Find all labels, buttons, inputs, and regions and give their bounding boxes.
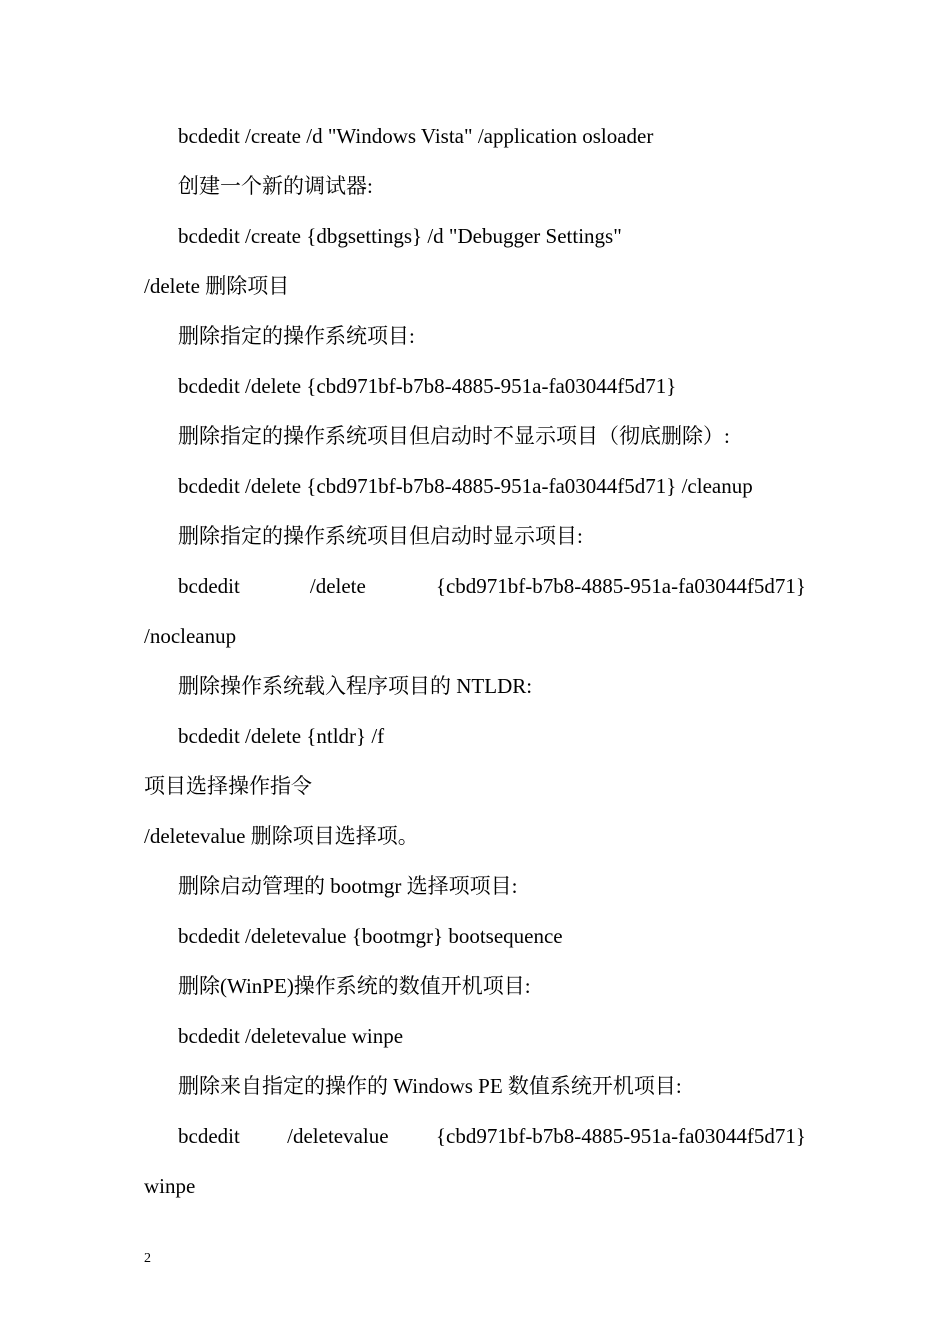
code-token: bcdedit — [178, 574, 240, 598]
section-heading: /deletevalue 删除项目选择项。 — [144, 824, 419, 848]
code-line: bcdedit /delete {cbd971bf-b7b8-4885-951a-fa03044f5d71} /cleanup — [178, 474, 753, 498]
text-line: 删除启动管理的 bootmgr 选择项项目: — [178, 874, 518, 898]
code-line: winpe — [144, 1174, 196, 1198]
text-line: 删除指定的操作系统项目: — [178, 324, 415, 348]
code-line-justified — [178, 573, 806, 599]
code-token: bcdedit — [178, 1124, 240, 1148]
text-line: 删除来自指定的操作的 Windows PE 数值系统开机项目: — [178, 1074, 682, 1098]
code-token: /deletevalue — [287, 1124, 389, 1148]
section-heading: /delete 删除项目 — [144, 274, 290, 298]
code-line: bcdedit /deletevalue winpe — [178, 1024, 404, 1048]
code-line: /nocleanup — [144, 624, 237, 648]
text-line: bcdedit /create /d "Windows Vista" /application osloader — [178, 124, 654, 148]
page-number: 2 — [144, 1251, 151, 1266]
code-line-justified — [178, 1123, 806, 1149]
text-line: bcdedit /create {dbgsettings} /d "Debugger Settings" — [178, 224, 622, 248]
section-heading: 项目选择操作指令 — [144, 774, 312, 798]
code-token: {cbd971bf-b7b8-4885-951a-fa03044f5d71} — [435, 574, 806, 598]
text-line: 创建一个新的调试器: — [178, 174, 373, 198]
text-line: 删除(WinPE)操作系统的数值开机项目: — [178, 974, 531, 998]
text-line: 删除操作系统载入程序项目的 NTLDR: — [178, 674, 533, 698]
code-line: bcdedit /delete {ntldr} /f — [178, 724, 385, 748]
code-line: bcdedit /delete {cbd971bf-b7b8-4885-951a-fa03044f5d71} — [178, 374, 677, 398]
code-token: /delete — [309, 574, 366, 598]
text-line: 删除指定的操作系统项目但启动时显示项目: — [178, 524, 583, 548]
code-token: {cbd971bf-b7b8-4885-951a-fa03044f5d71} — [435, 1124, 806, 1148]
text-line: 删除指定的操作系统项目但启动时不显示项目（彻底删除）: — [178, 424, 730, 448]
code-line: bcdedit /deletevalue {bootmgr} bootsequence — [178, 924, 563, 948]
